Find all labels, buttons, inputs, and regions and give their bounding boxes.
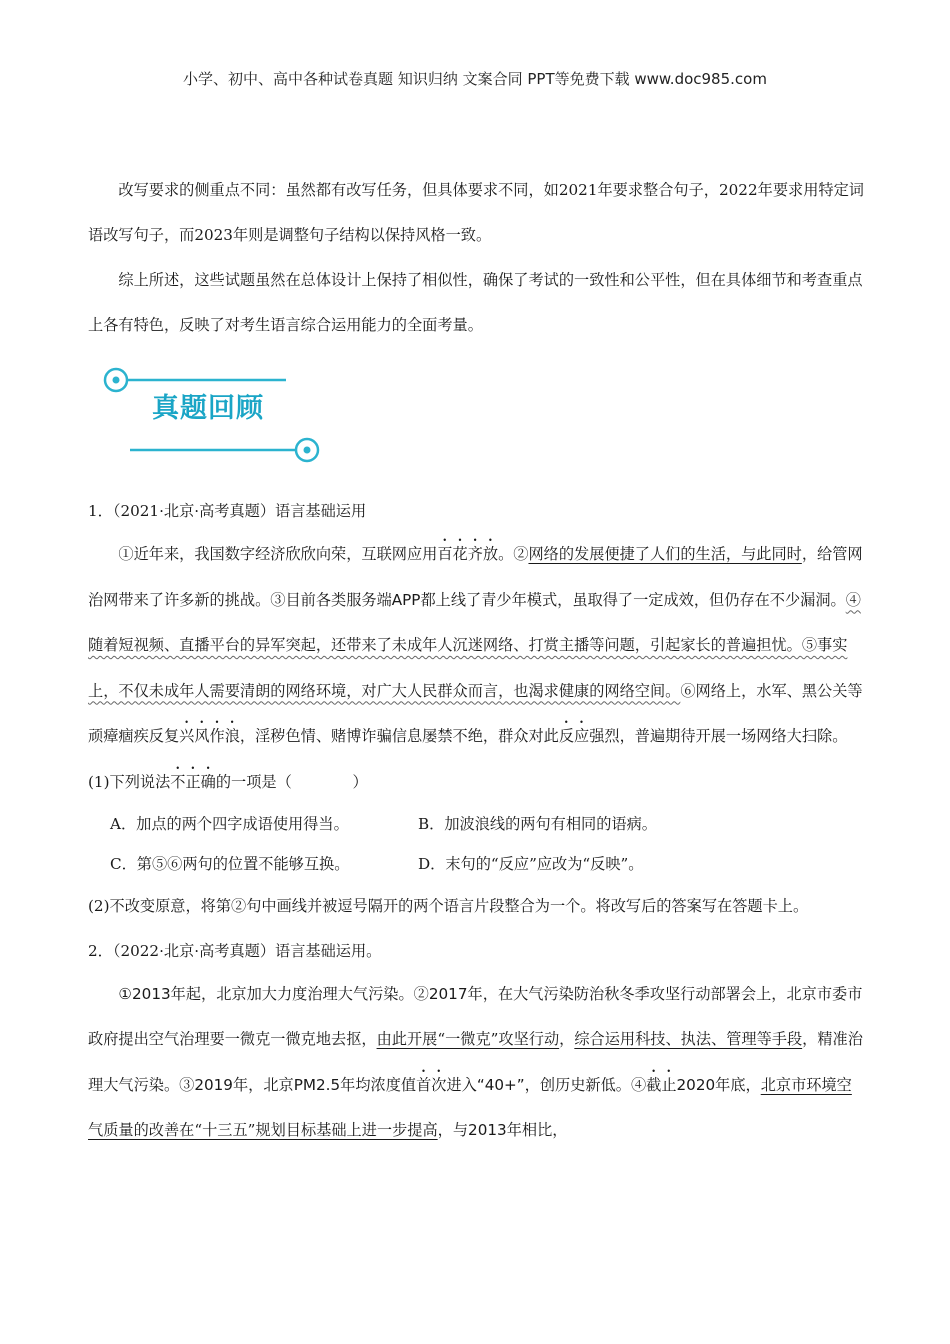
- passage-text: 进入: [446, 1075, 477, 1094]
- question-1-title: 1．（2021·北京·高考真题）语言基础运用: [88, 502, 367, 520]
- dotted-word-shouci: 首次: [416, 1075, 447, 1094]
- year-2019: 2019: [194, 1075, 233, 1094]
- dotted-idiom-2: 兴风作浪: [179, 727, 240, 745]
- passage-text: 强烈，普遍期待开展一场网络大扫除。: [589, 727, 848, 745]
- question-2-title: 2．（2022·北京·高考真题）语言基础运用。: [88, 941, 382, 960]
- app-term: APP: [391, 590, 421, 609]
- passage-text: ①近年来，我国数字经济欣欣向荣，互联网应用: [118, 545, 438, 563]
- passage-text: ，淫秽色情、赌博诈骗信息屡禁不绝，群众对此: [239, 727, 559, 745]
- passage-text: ，给管网治网带来了许多新的挑战。③目前各类服务端: [88, 545, 863, 609]
- option-b[interactable]: B．加波浪线的两句有相同的语病。: [418, 814, 657, 833]
- intro-paragraph-2: 综上所述，这些试题虽然在总体设计上保持了相似性，确保了考试的一致性和公平性，但在具体细节和考查重点上各有特色，反映了对考生语言综合运用能力的全面考量。: [88, 271, 863, 334]
- underlined-segment-3: 北京市环境空气质量的改善在“十三五”规划目标基础上进一步提高: [88, 1075, 852, 1139]
- passage-text: 都上线了青少年模式，虽取得了一定成效，但仍存在不少漏洞。: [420, 590, 846, 609]
- sub-text: (1)下列说法: [88, 772, 171, 791]
- passage-text: 年，在大气污染防治秋冬季攻坚行动部署会上，北京市委市政府提出空气治理要一微克一微克地去抠，: [88, 984, 863, 1048]
- intro-section: [88, 168, 866, 348]
- year-2017: 2017: [428, 984, 468, 1003]
- intro-paragraph-1: 改写要求的侧重点不同：虽然都有改写任务，但具体要求不同，如2021年要求整合句子，2022年要求用特定词语改写句子，而2023年则是调整句子结构以保持风格一致。: [88, 181, 864, 244]
- passage-text: ⑥网络上，水军、黑公关等顽瘴痼疾反复: [88, 681, 863, 745]
- dotted-idiom-1: 百花齐放: [437, 545, 499, 563]
- passage-text: 。: [498, 545, 514, 563]
- passage-text: 年起，北京加大力度治理大气污染。②: [170, 984, 429, 1003]
- sub-text: 的一项是（ ）: [215, 772, 368, 791]
- question-2: [88, 930, 866, 1154]
- value-40-plus: “40+”: [476, 1075, 525, 1094]
- section-banner: [100, 362, 866, 482]
- underlined-segment: 网络的发展便捷了人们的生活，与此同时: [528, 545, 802, 563]
- passage-text: 年，北京: [232, 1075, 294, 1094]
- pm25-term: PM2.5: [293, 1075, 341, 1094]
- sentence-number: ②: [513, 545, 529, 563]
- subquestion-2: (2)不改变原意，将第②句中画线并被逗号隔开的两个语言片段整合为一个。将改写后的答案写在答题卡上。: [88, 896, 809, 915]
- passage-text: 年均浓度值: [340, 1075, 417, 1094]
- year-2013-b: 2013: [468, 1121, 507, 1139]
- passage-text: ①: [118, 984, 133, 1003]
- dotted-not-correct: 不正确: [170, 772, 216, 791]
- question-1-passage: [88, 532, 866, 760]
- document-body: [88, 168, 866, 1154]
- page-header: 小学、初中、高中各种试卷真题 知识归纳 文案合同 PPT等免费下载 www.doc985.com: [183, 70, 767, 88]
- year-2013: 2013: [132, 984, 171, 1003]
- option-c[interactable]: C．第⑤⑥两句的位置不能够互换。: [110, 854, 350, 873]
- passage-text: ，: [559, 1030, 575, 1048]
- passage-text: ，创历史新低。④: [524, 1075, 647, 1094]
- passage-text: 年相比，: [506, 1121, 568, 1139]
- passage-text: ，与: [437, 1121, 469, 1139]
- question-2-passage: [88, 972, 866, 1154]
- option-d[interactable]: D．末句的“反应”应改为“反映”。: [418, 854, 644, 873]
- options-list: [88, 804, 866, 884]
- question-1: [88, 490, 866, 928]
- passage-text: ，精准治理大气污染。③: [88, 1030, 863, 1094]
- underlined-segment-1: 由此开展“一微克”攻坚行动: [376, 1030, 560, 1048]
- dotted-word-jiezhi: 截止: [646, 1075, 677, 1094]
- wavy-sentence-4: ④随着短视频、直播平台的异军突起，还带来了未成年人沉迷网络、打赏主播等问题，引起家长的普遍担忧。: [88, 590, 861, 654]
- wavy-sentence-5: ⑤事实上，不仅未成年人需要清朗的网络环境，对广大人民群众而言，也渴求健康的网络空间。: [88, 636, 848, 700]
- underlined-segment-2: 综合运用科技、执法、管理等手段: [574, 1030, 803, 1048]
- passage-text: 年底，: [715, 1075, 761, 1094]
- year-2020: 2020: [676, 1075, 716, 1094]
- dotted-word-fanying: 反应: [558, 727, 590, 745]
- option-a[interactable]: A．加点的两个四字成语使用得当。: [110, 814, 349, 833]
- banner-title: 真题回顾: [152, 393, 264, 424]
- subquestion-1: [88, 760, 866, 804]
